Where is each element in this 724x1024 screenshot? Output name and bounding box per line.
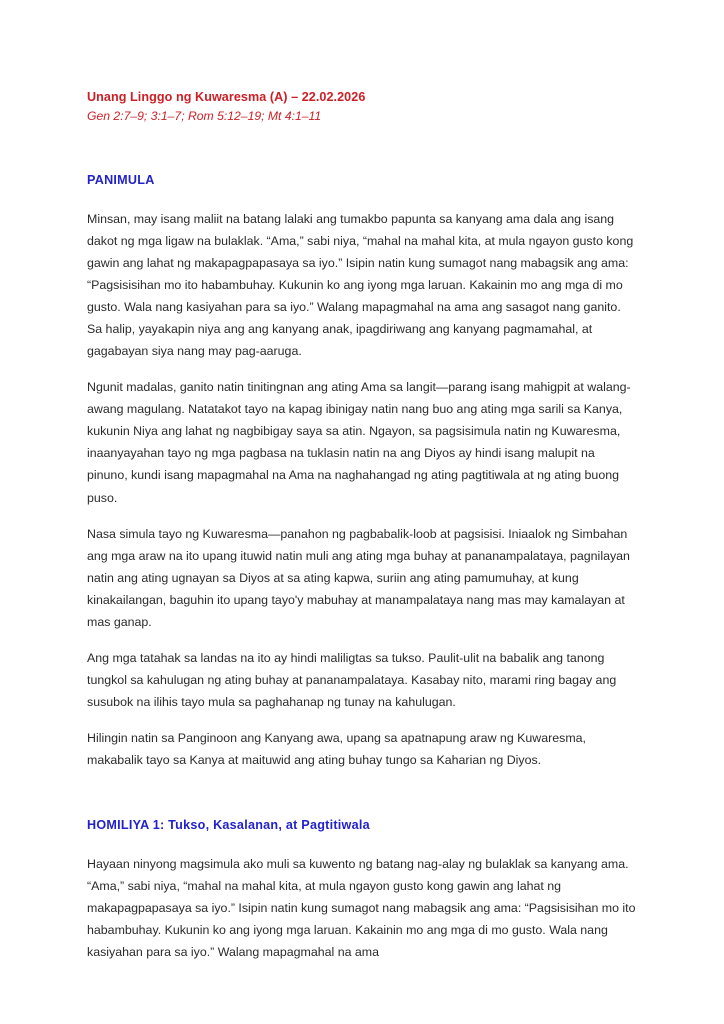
section-body-homiliya-1 [87, 853, 638, 963]
paragraph: Ang mga tatahak sa landas na ito ay hindi maliligtas sa tukso. Paulit-ulit na babalik ang tanong tungkol sa kahulugan ng ating buhay at pananampalataya. Kasabay nito, marami ring bagay ang susubok na ilihis tayo mula sa paghahanap ng tunay na kahulugan. [87, 650, 617, 710]
document-header [87, 88, 638, 126]
spacer [87, 190, 638, 208]
spacer [87, 835, 638, 853]
paragraph: Nasa simula tayo ng Kuwaresma—panahon ng pagbabalik-loob at pagsisisi. Iniaalok ng Simbahan ang mga araw na ito upang ituwid natin muli ang ating mga buhay at pananampalataya, pagnilayan natin ang ating ugnayan sa Diyos at sa ating kapwa, suriin ang ating pamumuhay, at kung kinakailangan, baguhin ito upang tayo'y mabuhay at manampalataya nang mas may kamalayan at mas ganap. [87, 526, 630, 629]
paragraph: Ngunit madalas, ganito natin tinitingnan ang ating Ama sa langit—parang isang mahigpit at walang-awang magulang. Natatakot tayo na kapag ibinigay natin nang buo ang ating mga sarili sa Kanya, kukunin Niya ang lahat ng nagbibigay saya sa atin. Ngayon, sa pagsisimula natin ng Kuwaresma, inaanyayahan tayo ng mga pagbasa na tuklasin natin na ang Diyos ay hindi isang malupit na pinuno, kundi isang mapagmahal na Ama na naghahangad ng ating pagtitiwala at ng ating buong puso. [87, 380, 631, 505]
paragraph: Hilingin natin sa Panginoon ang Kanyang awa, upang sa apatnapung araw ng Kuwaresma, makabalik tayo sa Kanya at maituwid ang ating buhay tungo sa Kaharian ng Diyos. [87, 731, 586, 768]
paragraph: Minsan, may isang maliit na batang lalaki ang tumakbo papunta sa kanyang ama dala ang isang dakot ng mga ligaw na bulaklak. “Ama,” sabi niya, “mahal na mahal kita, at mula ngayon gusto kong gawin ang lahat ng makapagpapasaya sa iyo.” Isipin natin kung sumagot nang mabagsik ang ama: “Pagsisisihan mo ito habambuhay. Kukunin ko ang iyong mga laruan. Kakainin mo ang mga di mo gusto. Wala nang kasiyahan para sa iyo.” Walang mapagmahal na ama ang sasagot nang ganito. Sa halip, yayakapin niya ang ang kanyang anak, ipagdiriwang ang kanyang pagmamahal, at gagabayan siya nang may pag-aaruga. [87, 211, 634, 359]
spacer [87, 771, 638, 817]
document-title: Unang Linggo ng Kuwaresma (A) – 22.02.2026 [87, 90, 366, 104]
scripture-readings: Gen 2:7–9; 3:1–7; Rom 5:12–19; Mt 4:1–11 [87, 109, 322, 124]
section-heading-panimula: PANIMULA [87, 172, 155, 187]
section-heading-homiliya-1: HOMILIYA 1: Tukso, Kasalanan, at Pagtitiwala [87, 818, 370, 833]
section-body-panimula [87, 208, 638, 772]
spacer [87, 126, 638, 172]
paragraph: Hayaan ninyong magsimula ako muli sa kuwento ng batang nag-alay ng bulaklak sa kanyang ama. “Ama,” sabi niya, “mahal na mahal kita, at mula ngayon gusto kong gawin ang lahat ng makapagpapasaya sa iyo.” Isipin natin kung sumagot nang mabagsik ang ama: “Pagsisisihan mo ito habambuhay. Kukunin ko ang iyong mga laruan. Kakainin mo ang mga di mo gusto. Wala nang kasiyahan para sa iyo.” Walang mapagmahal na ama [87, 856, 636, 960]
